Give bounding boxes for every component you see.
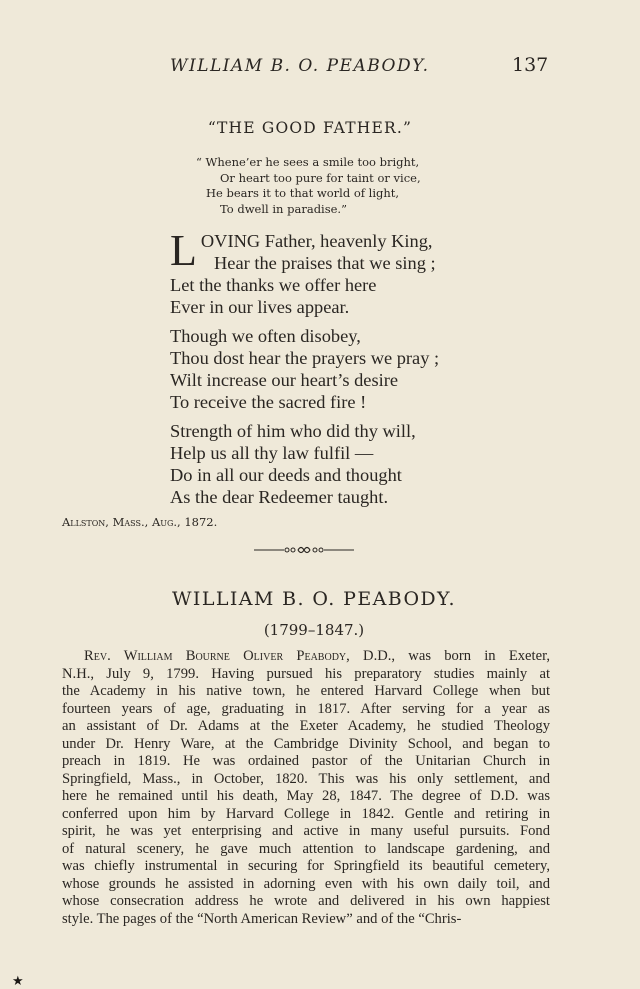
running-title: WILLIAM B. O. PEABODY. xyxy=(170,56,430,76)
epigraph-line: “ Whene’er he sees a smile too bright, xyxy=(196,155,420,169)
paragraph-line: N.H., July 9, 1799. Having pursued his preparatory studies mainly at xyxy=(62,665,550,682)
paragraph-line: Springfield, Mass., in October, 1820. This was his only settlement, and xyxy=(62,770,550,787)
epigraph-line: He bears it to that world of light, xyxy=(206,186,400,201)
paragraph-line: an assistant of Dr. Adams at the Exeter Academy, he studied Theology xyxy=(62,718,550,734)
running-head xyxy=(0,56,640,82)
verse-line: As the dear Redeemer taught. xyxy=(170,487,389,507)
verse-line: To receive the sacred fire ! xyxy=(170,392,367,412)
biography-title: WILLIAM B. O. PEABODY. xyxy=(171,588,456,610)
paragraph-line: whose grounds he assisted in adorning even with his own daily toil, and xyxy=(62,875,550,892)
paragraph-line: whose consecration address he wrote and delivered in his own happiest xyxy=(62,893,550,909)
paragraph-line-rest: , D.D., was born in Exeter, xyxy=(346,648,550,664)
page-number: 137 xyxy=(512,54,549,76)
paragraph-line: spirit, he was yet enterprising and active in many useful pursuits. Fond xyxy=(62,823,550,839)
verse-line: OVING Father, heavenly King, xyxy=(200,231,433,251)
stanza-2 xyxy=(170,325,439,413)
biography-text xyxy=(62,648,550,928)
stanza-1 xyxy=(170,226,436,318)
stanza-3 xyxy=(170,420,416,508)
epigraph-line: To dwell in paradise.” xyxy=(220,201,347,216)
verse-line: Help us all thy law fulfil — xyxy=(170,443,374,463)
verse-line: Wilt increase our heart’s desire xyxy=(170,370,399,390)
subject-name: Rev. William Bourne Oliver Peabody xyxy=(84,648,347,664)
verse-line: Do in all our deeds and thought xyxy=(170,465,402,485)
epigraph xyxy=(196,155,421,217)
dateline: Allston, Mass., Aug., 1872. xyxy=(62,515,218,529)
paragraph-line: was chiefly instrumental in securing for Springfield its beautiful cemetery, xyxy=(62,858,550,874)
paragraph-line: the Academy in his native town, he entered Harvard College when but xyxy=(62,683,550,699)
biography-dates: (1799–1847.) xyxy=(263,621,365,639)
paragraph-line: here he remained until his death, May 28, 1847. The degree of D.D. was xyxy=(62,788,550,804)
signature-star-icon: ★ xyxy=(12,974,24,989)
verse-line: Hear the praises that we sing ; xyxy=(214,253,436,273)
verse-line: Thou dost hear the prayers we pray ; xyxy=(170,348,440,368)
poem-title: “THE GOOD FATHER.” xyxy=(207,119,413,137)
paragraph-line: of natural scenery, he gave much attention to landscape gardening, and xyxy=(62,840,550,857)
paragraph-line: under Dr. Henry Ware, at the Cambridge Divinity School, and began to xyxy=(62,735,550,752)
verse-line: Ever in our lives appear. xyxy=(170,297,350,317)
epigraph-line: Or heart too pure for taint or vice, xyxy=(220,170,421,185)
paragraph-line: fourteen years of age, graduating in 1817. After serving for a year as xyxy=(62,700,550,717)
drop-cap: L xyxy=(170,226,197,275)
verse-line: Though we often disobey, xyxy=(170,326,361,346)
ornament-divider-icon xyxy=(254,543,354,557)
verse-line: Let the thanks we offer here xyxy=(170,275,377,295)
paragraph-line: conferred upon him by Harvard College in 1842. Gentle and retiring in xyxy=(62,805,550,822)
verse-line: Strength of him who did thy will, xyxy=(170,421,416,441)
paragraph-line: preach in 1819. He was ordained pastor of the Unitarian Church in xyxy=(62,753,550,769)
paragraph-line: style. The pages of the “North American Review” and of the “Chris- xyxy=(62,910,462,927)
paragraph-line xyxy=(62,648,550,666)
